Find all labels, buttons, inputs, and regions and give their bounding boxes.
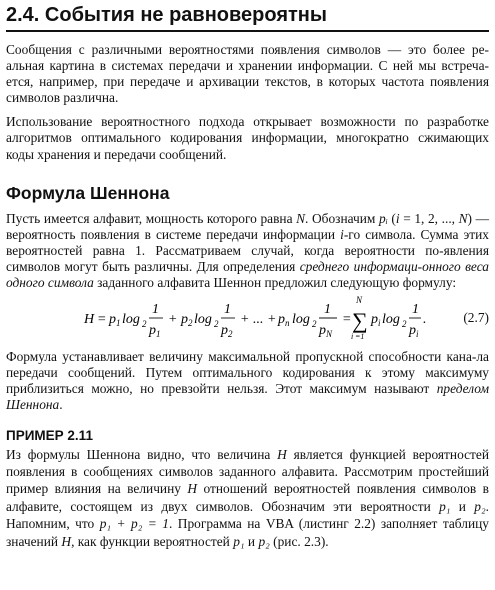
svg-text:+: + — [168, 312, 178, 328]
text-run: (рис. 2.3). — [269, 533, 329, 549]
text-run: . Обозначим — [305, 210, 379, 226]
variable-n: N — [296, 210, 306, 226]
svg-text:.: . — [423, 312, 427, 328]
svg-text:p: p — [221, 323, 228, 339]
text-run: заданного алфавита Шеннон предложил следующую формулу: — [93, 275, 457, 291]
svg-text:2: 2 — [142, 319, 147, 330]
svg-text:=1: =1 — [355, 332, 365, 342]
formula-graphic — [6, 293, 476, 343]
svg-text:p: p — [371, 312, 378, 328]
text-run: . Программа на VBA (листинг 2.2) заполняет таблицу значений — [6, 516, 489, 549]
text-run: является функцией вероятностей появления в сообщениях символов заданного алфавита. Рассмотрим простейший пример влияния на величину — [6, 446, 490, 497]
variable-p2: p₂ — [258, 533, 270, 549]
svg-text:p: p — [181, 312, 188, 328]
shannon-formula — [6, 293, 489, 343]
svg-text:1: 1 — [116, 318, 121, 329]
paragraph-shannon-limit — [6, 349, 489, 413]
svg-text:i: i — [351, 332, 354, 342]
svg-text:H: H — [84, 312, 95, 328]
svg-text:N: N — [326, 329, 333, 340]
svg-text:2: 2 — [214, 319, 219, 330]
svg-text:1: 1 — [324, 302, 331, 318]
variable-p-i: pᵢ — [379, 210, 388, 226]
svg-text:p: p — [109, 312, 116, 328]
variable-i: i — [340, 226, 344, 242]
svg-text:1: 1 — [152, 302, 159, 318]
svg-text:=: = — [342, 312, 352, 328]
text-run: . — [59, 397, 63, 413]
paragraph-intro: Сообщения с различными вероятностями появления символов — это более ре-альная картина в системах передачи и хранении информации. С ней мы встреча-ется, например, при передаче и архивации текстов, в которых частота появления символов различна. — [6, 42, 489, 106]
svg-text:1: 1 — [224, 302, 231, 318]
variable-h: H — [61, 533, 72, 549]
svg-text:p: p — [149, 323, 156, 339]
svg-text:+ ... +: + ... + — [240, 312, 277, 328]
svg-text:p: p — [319, 323, 326, 339]
equation-number: (2.7) — [463, 310, 489, 326]
svg-text:2: 2 — [402, 319, 407, 330]
svg-text:log: log — [122, 312, 140, 328]
svg-text:p: p — [278, 312, 285, 328]
paragraph-example — [6, 446, 489, 550]
variable-n: N — [458, 210, 468, 226]
text-run: ) — вероятность появления в системе передачи информации — [6, 210, 489, 242]
svg-text:i: i — [416, 329, 419, 340]
text-run: Из формулы Шеннона видно, что величина — [6, 446, 278, 462]
variable-h: H — [277, 446, 287, 462]
text-run: Пусть имеется алфавит, мощность которого равна — [6, 210, 297, 226]
subsection-title: Формула Шеннона — [6, 182, 170, 203]
text-run: . Напомним, что — [6, 498, 489, 532]
text-run: -го символа. Сумма этих вероятностей равна 1. Рассматриваем случай, когда вероятности по-явления символов могут быть различны. Для определения — [6, 226, 489, 274]
svg-text:p: p — [409, 323, 416, 339]
emphasis-shannon-limit: пределом Шеннона — [6, 381, 489, 413]
svg-text:1: 1 — [412, 302, 419, 318]
variable-p2: p₂ — [474, 498, 486, 514]
text-run: Формула устанавливает величину максимальной пропускной способности кана-ла передачи сообщений. Путем оптимального кодирования к этому максимуму приблизиться можно, но превзойти нельзя. Этот максимум называют — [6, 349, 489, 397]
variable-i: i — [395, 210, 400, 226]
text-run: и — [450, 498, 475, 514]
text-run: отношений вероятностей появления символов в алфавите, состоящем из двух символов. Обозначим эти вероятности — [6, 481, 489, 514]
svg-text:∑: ∑ — [352, 308, 368, 334]
text-run: , как функции вероятностей — [71, 533, 234, 549]
svg-text:N: N — [356, 295, 363, 306]
text-run: ( — [387, 210, 396, 226]
svg-text:i: i — [378, 318, 381, 329]
svg-text:n: n — [285, 318, 290, 329]
text-run: и — [244, 533, 259, 549]
variable-p1: p₁ — [233, 533, 245, 549]
emphasis-average-weight: среднего информаци-онного веса одного символа — [6, 258, 489, 291]
paragraph-definition — [6, 211, 489, 291]
svg-text:2: 2 — [312, 319, 317, 330]
svg-text:2: 2 — [228, 329, 233, 340]
paragraph-approach: Использование вероятностного подхода открывает возможности по разработке алгоритмов оптимального кодирования информации, многократно сжимающих коды хранения и передачи сообщений. — [6, 114, 489, 162]
svg-text:log: log — [292, 312, 310, 328]
text-run: = 1, 2, ..., — [399, 210, 459, 226]
svg-text:2: 2 — [188, 318, 193, 329]
example-title: ПРИМЕР 2.11 — [6, 427, 93, 443]
variable-h: H — [187, 481, 198, 497]
svg-text:1: 1 — [156, 329, 161, 340]
svg-text:=: = — [97, 312, 107, 328]
section-title: 2.4. События не равновероятны — [6, 0, 489, 32]
svg-text:log: log — [382, 312, 400, 328]
equation-sum: p₁ + p₂ = 1 — [99, 516, 169, 532]
variable-p1: p₁ — [439, 498, 451, 514]
svg-text:log: log — [194, 312, 212, 328]
